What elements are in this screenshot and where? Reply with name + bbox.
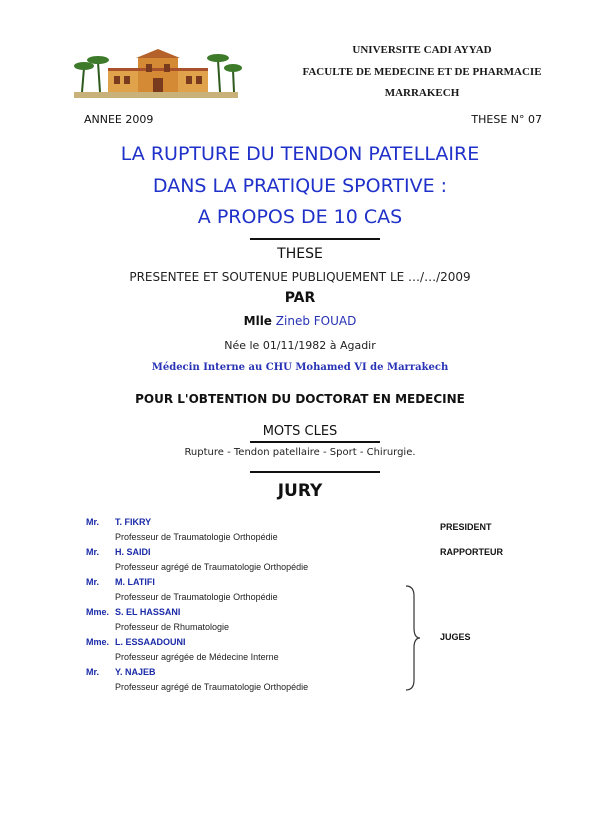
president-label: PRESIDENT <box>440 522 492 532</box>
faculty-name: FACULTE DE MEDECINE ET DE PHARMACIE <box>302 66 542 78</box>
position-line: Médecin Interne au CHU Mohamed VI de Marrakech <box>151 362 449 373</box>
jury-member-title: Mr. <box>86 517 100 527</box>
title-line-3: A PROPOS DE 10 CAS <box>197 206 403 228</box>
jury-member-title: Mr. <box>86 577 100 587</box>
title-line-1: LA RUPTURE DU TENDON PATELLAIRE <box>120 143 480 165</box>
par-label: PAR <box>284 290 316 306</box>
jury-member-title: Mr. <box>86 547 100 557</box>
divider-1 <box>250 238 380 240</box>
title-line-2: DANS LA PRATIQUE SPORTIVE : <box>152 175 448 197</box>
jury-member-role: Professeur de Traumatologie Orthopédie <box>115 532 278 542</box>
jury-member-role: Professeur agrégée de Médecine Interne <box>115 652 279 662</box>
jury-member-title: Mr. <box>86 667 100 677</box>
city-name: MARRAKECH <box>384 87 460 99</box>
faculty-building-logo <box>68 46 244 102</box>
jury-brace-icon <box>402 584 422 692</box>
keywords-line: Rupture - Tendon patellaire - Sport - Chirurgie. <box>184 447 416 458</box>
jury-member-name: H. SAIDI <box>115 547 151 557</box>
jury-member-role: Professeur agrégé de Traumatologie Orthopédie <box>115 562 309 572</box>
jury-heading: JURY <box>277 481 323 501</box>
these-heading: THESE <box>277 246 323 262</box>
juges-label: JUGES <box>440 632 471 642</box>
jury-member-role: Professeur de Traumatologie Orthopédie <box>115 592 278 602</box>
jury-member-name: M. LATIFI <box>115 577 155 587</box>
jury-member-name: S. EL HASSANI <box>115 607 181 617</box>
jury-member-title: Mme. <box>86 607 110 617</box>
divider-2 <box>250 441 380 443</box>
rapporteur-label: RAPPORTEUR <box>440 547 504 557</box>
jury-member-name: Y. NAJEB <box>115 667 156 677</box>
keywords-heading: MOTS CLES <box>262 424 338 439</box>
author-name: Zineb FOUAD <box>275 314 357 328</box>
author-prefix: Mlle <box>243 314 272 328</box>
author-line <box>0 314 600 328</box>
jury-member-name: L. ESSAADOUNI <box>115 637 186 647</box>
presented-line: PRESENTEE ET SOUTENUE PUBLIQUEMENT LE …/…/2009 <box>129 270 471 284</box>
jury-member-title: Mme. <box>86 637 110 647</box>
thesis-number: THESE N° 07 <box>471 113 542 126</box>
jury-member-name: T. FIKRY <box>115 517 152 527</box>
birth-line: Née le 01/11/1982 à Agadir <box>224 339 376 352</box>
year-label: ANNEE 2009 <box>84 113 154 126</box>
jury-member-role: Professeur agrégé de Traumatologie Orthopédie <box>115 682 309 692</box>
university-name: UNIVERSITE CADI AYYAD <box>352 44 492 56</box>
doctorate-line: POUR L'OBTENTION DU DOCTORAT EN MEDECINE <box>135 392 465 406</box>
divider-3 <box>250 471 380 473</box>
jury-member-role: Professeur de Rhumatologie <box>115 622 230 632</box>
